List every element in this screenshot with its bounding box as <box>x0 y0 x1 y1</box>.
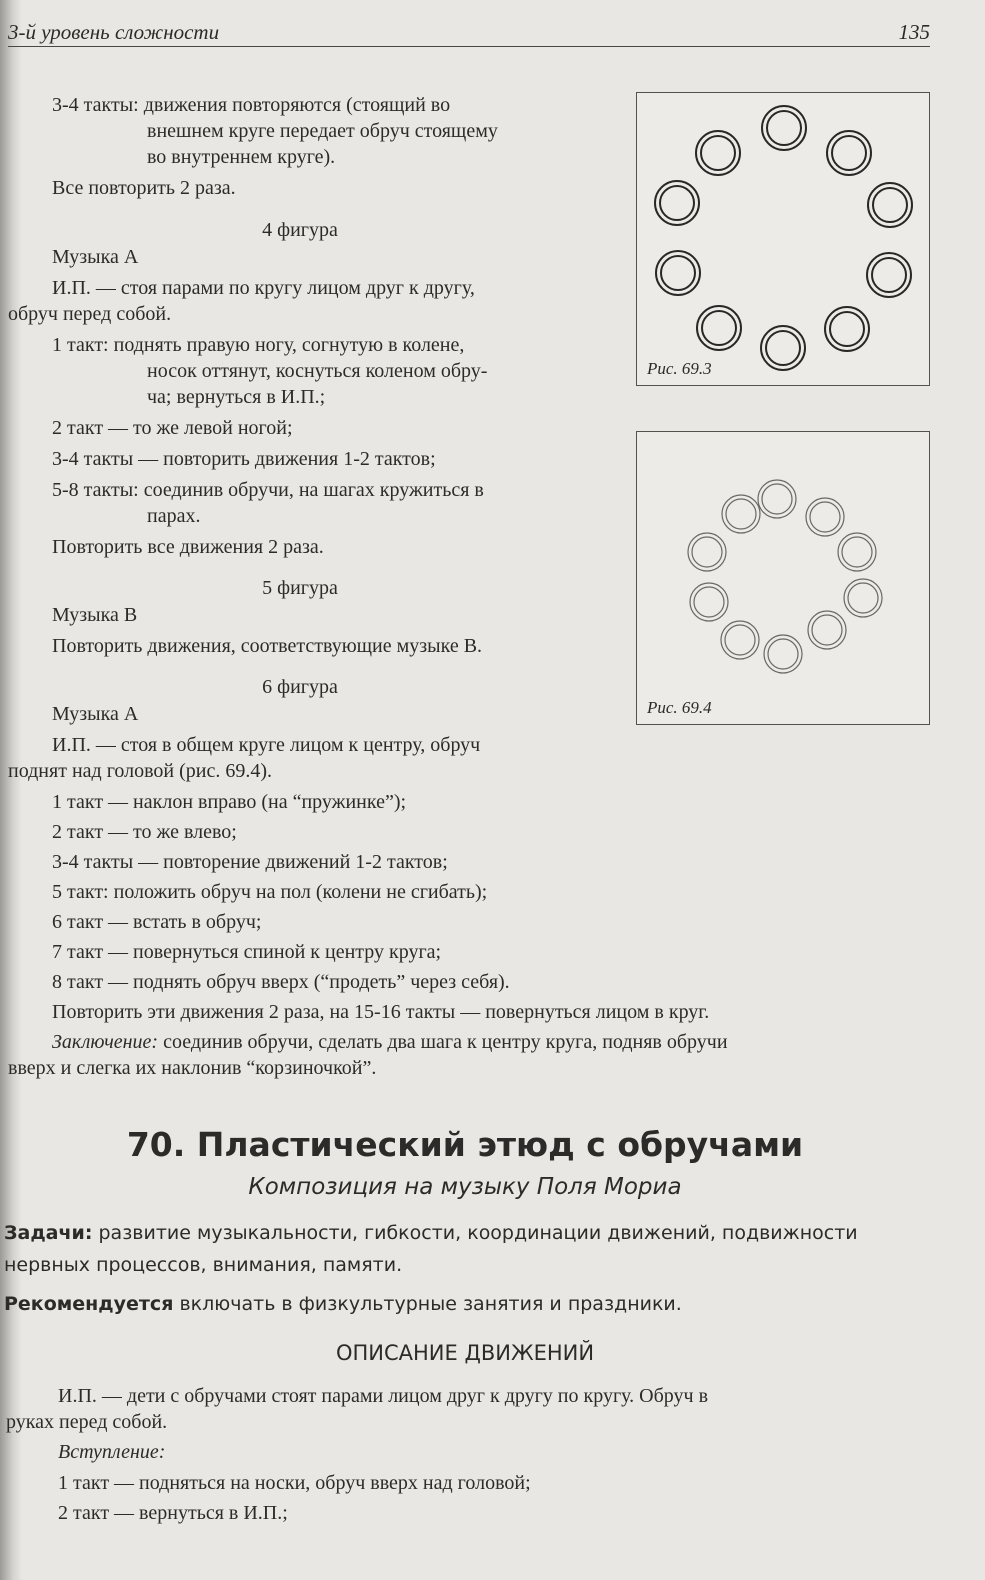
text-line: 7 такт — повернуться спиной к центру круга; <box>52 941 442 963</box>
text-line: 8 такт — поднять обруч вверх (“продеть” через себя). <box>52 971 510 993</box>
text-line: во внутреннем круге). <box>147 146 336 168</box>
text-line: руках перед собой. <box>6 1411 168 1433</box>
text-line: поднят над головой (рис. 69.4). <box>8 760 273 782</box>
text-line: ча; вернуться в И.П.; <box>147 386 326 408</box>
text-line: Музыка А <box>52 703 139 725</box>
text-line: 1 такт: поднять правую ногу, согнутую в колене, <box>52 334 465 356</box>
figure-caption: Рис. 69.3 <box>647 359 712 378</box>
recommendation-label: Рекомендуется <box>4 1293 174 1315</box>
tasks-text: развитие музыкальности, гибкости, координации движений, подвижности <box>92 1222 858 1244</box>
figure-heading-5: 5 фигура <box>262 577 338 599</box>
text-line: Повторить эти движения 2 раза, на 15-16 такты — повернуться лицом в круг. <box>52 1001 710 1023</box>
conclusion-text: соединив обручи, сделать два шага к центру круга, подняв обручи <box>158 1031 728 1053</box>
text-line: носок оттянут, коснуться коленом обру- <box>147 360 488 382</box>
text-line: 5-8 такты: соединив обручи, на шагах кружиться в <box>52 479 484 501</box>
figure-heading-6: 6 фигура <box>262 676 338 698</box>
text-line: 1 такт — наклон вправо (на “пружинке”); <box>52 791 407 813</box>
conclusion-line <box>52 1030 728 1054</box>
text-line: И.П. — стоя парами по кругу лицом друг к другу, <box>52 277 475 299</box>
text-line: 1 такт — подняться на носки, обруч вверх над головой; <box>58 1472 531 1494</box>
figure-heading-4: 4 фигура <box>262 219 338 241</box>
tasks-label: Задачи: <box>4 1222 93 1244</box>
recommendation-text: включать в физкультурные занятия и праздники. <box>173 1293 682 1315</box>
text-line: 2 такт — вернуться в И.П.; <box>58 1502 288 1524</box>
text-line: 3-4 такты: движения повторяются (стоящий во <box>52 94 451 116</box>
section-subtitle: Композиция на музыку Поля Мориа <box>248 1174 682 1200</box>
text-line: вверх и слегка их наклонив “корзиночкой”. <box>8 1057 377 1079</box>
figure-69-4 <box>636 431 930 725</box>
header-section-title: 3-й уровень сложности <box>8 20 220 44</box>
text-line: нервных процессов, внимания, памяти. <box>4 1254 403 1276</box>
text-line: Все повторить 2 раза. <box>52 177 236 199</box>
conclusion-label: Заключение: <box>52 1031 159 1053</box>
text-line: 6 такт — встать в обруч; <box>52 911 262 933</box>
figure-caption: Рис. 69.4 <box>647 698 712 717</box>
text-line: Музыка А <box>52 246 139 268</box>
linked-hoops-diagram <box>637 432 929 724</box>
text-line: 3-4 такты — повторить движения 1-2 тактов; <box>52 448 436 470</box>
description-heading: ОПИСАНИЕ ДВИЖЕНИЙ <box>335 1341 595 1365</box>
text-line: 5 такт: положить обруч на пол (колени не сгибать); <box>52 881 488 903</box>
text-line: 2 такт — то же левой ногой; <box>52 417 293 439</box>
recommendation-line <box>4 1292 682 1316</box>
text-line: Повторить все движения 2 раза. <box>52 536 324 558</box>
section-title: 70. Пластический этюд с обручами <box>126 1125 804 1164</box>
text-line: обруч перед собой. <box>8 303 172 325</box>
text-line: Музыка В <box>52 604 138 626</box>
text-line: внешнем круге передает обруч стоящему <box>147 120 498 142</box>
page-number: 135 <box>898 20 930 44</box>
text-line: И.П. — стоя в общем круге лицом к центру, обруч <box>52 734 481 756</box>
tasks-line <box>4 1221 858 1245</box>
figure-69-3 <box>636 92 930 386</box>
text-line: И.П. — дети с обручами стоят парами лицом друг к другу по кругу. Обруч в <box>58 1385 709 1407</box>
text-line: Повторить движения, соответствующие музыке В. <box>52 635 483 657</box>
intro-label: Вступление: <box>58 1441 166 1463</box>
running-header <box>8 14 930 47</box>
text-line: 2 такт — то же влево; <box>52 821 237 843</box>
text-line: 3-4 такты — повторение движений 1-2 тактов; <box>52 851 448 873</box>
hoops-circle-diagram <box>637 93 929 385</box>
text-line: парах. <box>147 505 201 527</box>
